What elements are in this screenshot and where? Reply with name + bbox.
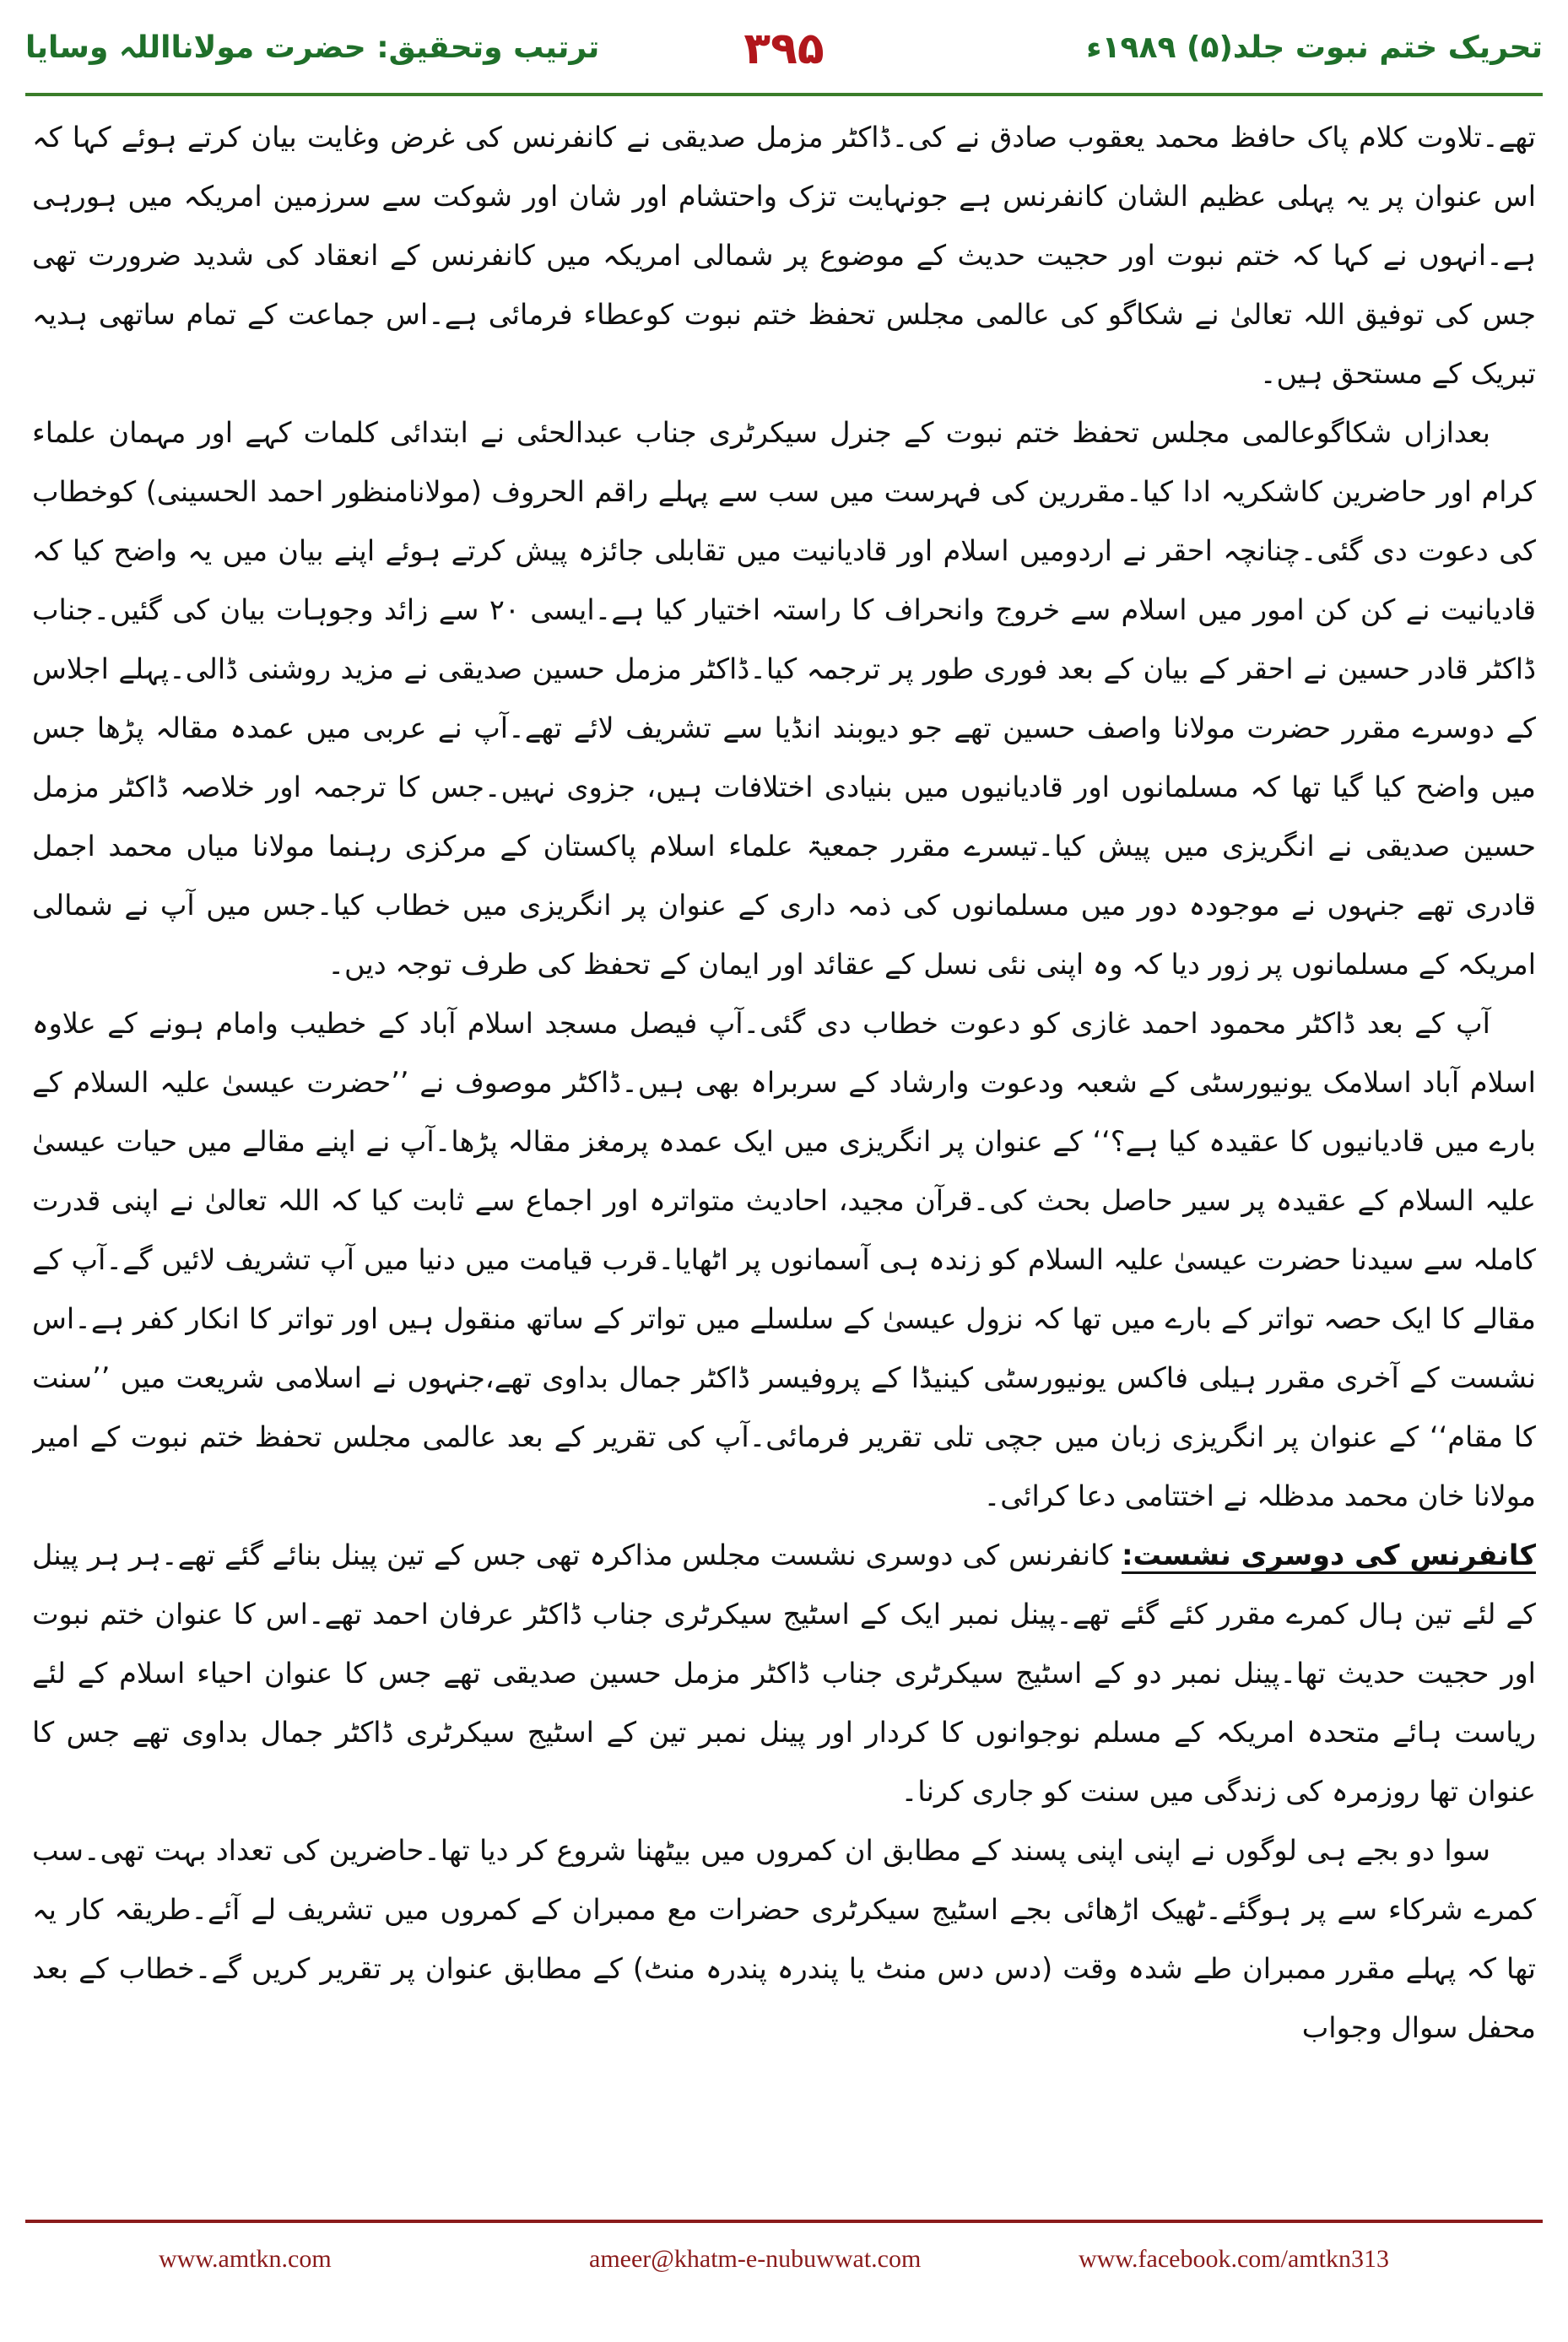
section-second-session: [32, 1526, 1536, 1821]
paragraph-closing: سوا دو بجے ہی لوگوں نے اپنی اپنی پسند کے مطابق ان کمروں میں بیٹھنا شروع کر دیا تھا۔حاضرین کی تعداد بہت تھی۔سب کمرے شرکاء سے پر ہوگئے۔ٹھیک اڑھائی بجے اسٹیج سیکرٹری حضرات مع ممبران کے کمروں میں تشریف لے آئے۔طریقہ کار یہ تھا کہ پہلے مقرر ممبران طے شدہ وقت (دس دس منٹ یا پندرہ پندرہ منٹ) کے مطابق عنوان پر تقریر کریں گے۔خطاب کے بعد محفل سوال وجواب: [32, 1834, 1536, 2044]
footer-facebook-link[interactable]: www.facebook.com/amtkn313: [1079, 2245, 1389, 2273]
paragraph-ghazi-speech: آپ کے بعد ڈاکٹر محمود احمد غازی کو دعوت خطاب دی گئی۔آپ فیصل مسجد اسلام آباد کے خطیب وامام ہونے کے علاوہ اسلام آباد اسلامک یونیورسٹی کے شعبہ ودعوت وارشاد کے سربراہ بھی ہیں۔ڈاکٹر موصوف نے ’’حضرت عیسیٰ علیہ السلام کے بارے میں قادیانیوں کا عقیدہ کیا ہے؟‘‘ کے عنوان پر انگریزی میں ایک عمدہ پرمغز مقالہ پڑھا۔آپ نے اپنے مقالے میں حیات عیسیٰ علیہ السلام کے عقیدہ پر سیر حاصل بحث کی۔قرآن مجید، احادیث متواترہ اور اجماع سے ثابت کیا کہ اللہ تعالیٰ نے اپنی قدرت کاملہ سے سیدنا حضرت عیسیٰ علیہ السلام کو زندہ ہی آسمانوں پر اٹھایا۔قرب قیامت میں دنیا میں آپ تشریف لائیں گے۔آپ کے مقالے کا ایک حصہ تواتر کے بارے میں تھا کہ نزول عیسیٰ کے سلسلے میں تواتر کے ساتھ منقول ہیں اور تواتر کا انکار کفر ہے۔اس نشست کے آخری مقرر ہیلی فاکس یونیورسٹی کینیڈا کے پروفیسر ڈاکٹر جمال بداوی تھے،جنہوں نے اسلامی شریعت میں ’’سنت کا مقام‘‘ کے عنوان پر انگریزی زبان میں جچی تلی تقریر فرمائی۔آپ کی تقریر کے بعد عالمی مجلس تحفظ ختم نبوت کے امیر مولانا خان محمد مدظلہ نے اختتامی دعا کرائی۔: [32, 1007, 1536, 1512]
footer-divider: [25, 2220, 1543, 2223]
book-title: تحریک ختم نبوت جلد(۵) ۱۹۸۹ء: [1086, 30, 1543, 65]
paragraph-first-session: بعدازاں شکاگوعالمی مجلس تحفظ ختم نبوت کے جنرل سیکرٹری جناب عبدالحئی نے ابتدائی کلمات کہے اور مہمان علماء کرام اور حاضرین کاشکریہ ادا کیا۔مقررین کی فہرست میں سب سے پہلے راقم الحروف (مولانامنظور احمد الحسینی) کوخطاب کی دعوت دی گئی۔چنانچہ احقر نے اردومیں اسلام اور قادیانیت میں تقابلی جائزہ پیش کرتے ہوئے اپنے بیان میں یہ واضح کیا کہ قادیانیت نے کن کن امور میں اسلام سے خروج وانحراف کا راستہ اختیار کیا ہے۔ایسی ۲۰ سے زائد وجوہات بیان کی گئیں۔جناب ڈاکٹر قادر حسین نے احقر کے بیان کے بعد فوری طور پر ترجمہ کیا۔ڈاکٹر مزمل حسین صدیقی نے مزید روشنی ڈالی۔پہلے اجلاس کے دوسرے مقرر حضرت مولانا واصف حسین تھے جو دیوبند انڈیا سے تشریف لائے تھے۔آپ نے عربی میں عمدہ مقالہ پڑھا جس میں واضح کیا گیا تھا کہ مسلمانوں اور قادیانیوں میں بنیادی اختلافات ہیں، جزوی نہیں۔جس کا ترجمہ اور خلاصہ ڈاکٹر مزمل حسین صدیقی نے انگریزی میں پیش کیا۔تیسرے مقرر جمعیۃ علماء اسلام پاکستان کے مرکزی رہنما مولانا میاں محمد اجمل قادری تھے جنہوں نے موجودہ دور میں مسلمانوں کی ذمہ داری کے عنوان پر انگریزی میں خطاب کیا۔جس میں آپ نے شمالی امریکہ کے مسلمانوں پر زور دیا کہ وہ اپنی نئی نسل کے عقائد اور ایمان کے تحفظ کی طرف توجہ دیں۔: [32, 416, 1536, 981]
header-divider: [25, 93, 1543, 96]
paragraph-opening: تھے۔تلاوت کلام پاک حافظ محمد یعقوب صادق نے کی۔ڈاکٹر مزمل صدیقی نے کانفرنس کی غرض وغایت بیان کرتے ہوئے کہا کہ اس عنوان پر یہ پہلی عظیم الشان کانفرنس ہے جونہایت تزک واحتشام اور شان اور شوکت سے سرزمین امریکہ میں ہورہی ہے۔انہوں نے کہا کہ ختم نبوت اور حجیت حدیث کے موضوع پر شمالی امریکہ میں کانفرنس کے انعقاد کی شدید ضرورت تھی جس کی توفیق اللہ تعالیٰ نے شکاگو کی عالمی مجلس تحفظ ختم نبوت کوعطاء فرمائی ہے۔اس جماعت کے تمام ساتھی ہدیہ تبریک کے مستحق ہیں۔: [32, 121, 1536, 390]
section-heading: کانفرنس کی دوسری نشست:: [1122, 1539, 1536, 1571]
page-header: [25, 24, 1543, 83]
compiler-credit: ترتیب وتحقیق: حضرت مولانااللہ وسایا: [25, 30, 600, 65]
article-body: [32, 108, 1536, 2209]
section-text: کانفرنس کی دوسری نشست مجلس مذاکرہ تھی جس کے تین پینل بنائے گئے تھے۔ہر ہر پینل کے لئے تین ہال کمرے مقرر کئے گئے تھے۔پینل نمبر ایک کے اسٹیج سیکرٹری جناب ڈاکٹر عرفان احمد تھے۔اس کا عنوان ختم نبوت اور حجیت حدیث تھا۔پینل نمبر دو کے اسٹیج سیکرٹری جناب ڈاکٹر مزمل حسین صدیقی تھے جس کا عنوان احیاء اسلام کے لئے ریاست ہائے متحدہ امریکہ کے مسلم نوجوانوں کا کردار اور پینل نمبر تین کے اسٹیج سیکرٹری ڈاکٹر جمال بداوی تھے جس کا عنوان تھا روزمرہ کی زندگی میں سنت کو جاری کرنا۔: [32, 1539, 1536, 1808]
footer-email-link[interactable]: ameer@khatm-e-nubuwwat.com: [589, 2245, 922, 2273]
page-number: ۳۹۵: [743, 24, 825, 74]
footer-website-link[interactable]: www.amtkn.com: [159, 2245, 332, 2273]
page-footer: [25, 2237, 1543, 2287]
